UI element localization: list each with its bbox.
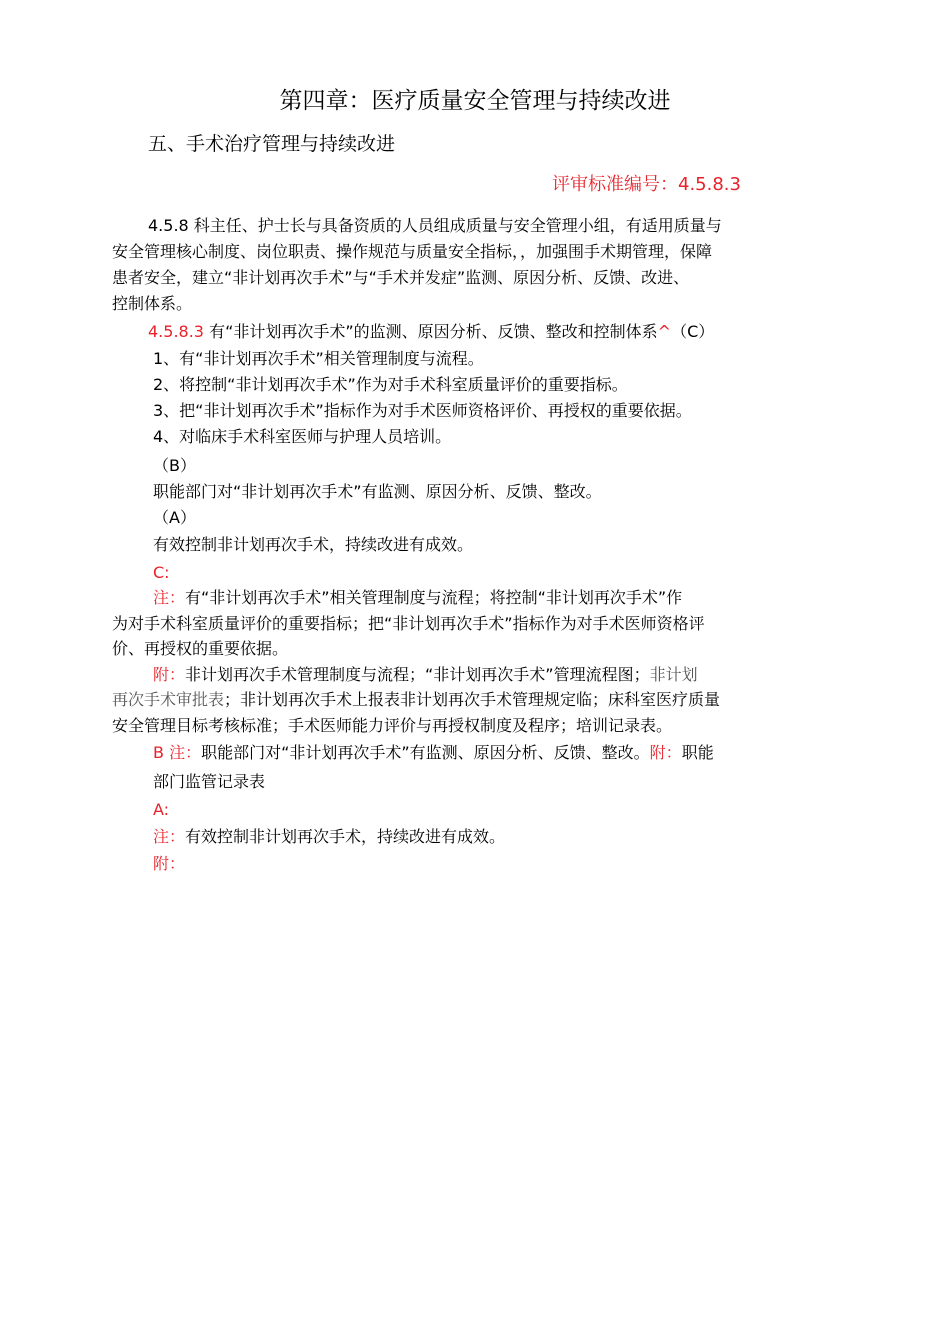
c-attach-text-gray: 非计划 <box>649 665 698 684</box>
c-attach-text: ；非计划再次手术上报表非计划再次手术管理规定临；床科室医疗质量 <box>224 690 721 709</box>
paragraph-line: 患者安全，建立“非计划再次手术”与“手术并发症”监测、原因分析、反馈、改进、 <box>112 268 690 287</box>
a-note-label: 注： <box>153 827 186 846</box>
a-label: A: <box>153 800 170 819</box>
clause-caret: ^ <box>657 322 672 341</box>
b-attach-text: 职能 <box>681 743 714 762</box>
paragraph-line: 控制体系。 <box>112 294 193 313</box>
c-note-line: 价、再授权的重要依据。 <box>112 639 289 658</box>
b-attach-label: 附： <box>649 743 682 762</box>
c-note-label: 注： <box>153 588 186 607</box>
paragraph-line: 4.5.8 科主任、护士长与具备资质的人员组成质量与安全管理小组，有适用质量与 <box>148 216 722 235</box>
a-note-text: 有效控制非计划再次手术，持续改进有成效。 <box>185 827 506 846</box>
section-title: 五、手术治疗管理与持续改进 <box>148 133 396 155</box>
c-note-line <box>153 586 682 610</box>
grade-a-text: 有效控制非计划再次手术，持续改进有成效。 <box>153 535 474 554</box>
a-attach-label: 附： <box>153 854 186 873</box>
list-item: 3、把“非计划再次手术”指标作为对手术医师资格评价、再授权的重要依据。 <box>153 401 692 420</box>
c-attach-text: 非计划再次手术管理制度与流程；“非计划再次手术”管理流程图； <box>185 665 650 684</box>
a-note-line <box>153 825 505 849</box>
c-attach-line: 安全管理目标考核标准；手术医师能力评价与再授权制度及程序；培训记录表。 <box>112 716 673 735</box>
b-note-text: 职能部门对“非计划再次手术”有监测、原因分析、反馈、整改。 <box>201 743 650 762</box>
clause-line <box>148 320 714 344</box>
list-item: 2、将控制“非计划再次手术”作为对手术科室质量评价的重要指标。 <box>153 375 628 394</box>
b-label: B 注： <box>153 743 202 762</box>
paragraph-line: 安全管理核心制度、岗位职责、操作规范与质量安全指标，，加强围手术期管理，保障 <box>112 242 713 261</box>
clause-number: 4.5.8.3 <box>148 322 204 341</box>
chapter-title: 第四章：医疗质量安全管理与持续改进 <box>279 88 671 114</box>
c-label: C: <box>153 563 170 582</box>
list-item: 1、有“非计划再次手术”相关管理制度与流程。 <box>153 349 484 368</box>
standard-code: 评审标准编号：4.5.8.3 <box>552 174 741 195</box>
grade-a-label: （A） <box>153 508 196 527</box>
c-attach-line <box>153 663 698 687</box>
b-note-line <box>153 741 714 765</box>
clause-grade: （C） <box>671 322 715 341</box>
grade-b-label: （B） <box>153 456 196 475</box>
grade-b-text: 职能部门对“非计划再次手术”有监测、原因分析、反馈、整改。 <box>153 482 602 501</box>
c-attach-line <box>112 688 720 712</box>
list-item: 4、对临床手术科室医师与护理人员培训。 <box>153 427 452 446</box>
clause-text: 有“非计划再次手术”的监测、原因分析、反馈、整改和控制体系 <box>203 322 658 341</box>
c-note-line: 为对手术科室质量评价的重要指标；把“非计划再次手术”指标作为对手术医师资格评 <box>112 614 705 633</box>
c-attach-text-gray: 再次手术审批表 <box>112 690 225 709</box>
c-attach-label: 附： <box>153 665 186 684</box>
b-attach-line: 部门监管记录表 <box>153 772 266 791</box>
c-note-text: 有“非计划再次手术”相关管理制度与流程；将控制“非计划再次手术”作 <box>185 588 683 607</box>
